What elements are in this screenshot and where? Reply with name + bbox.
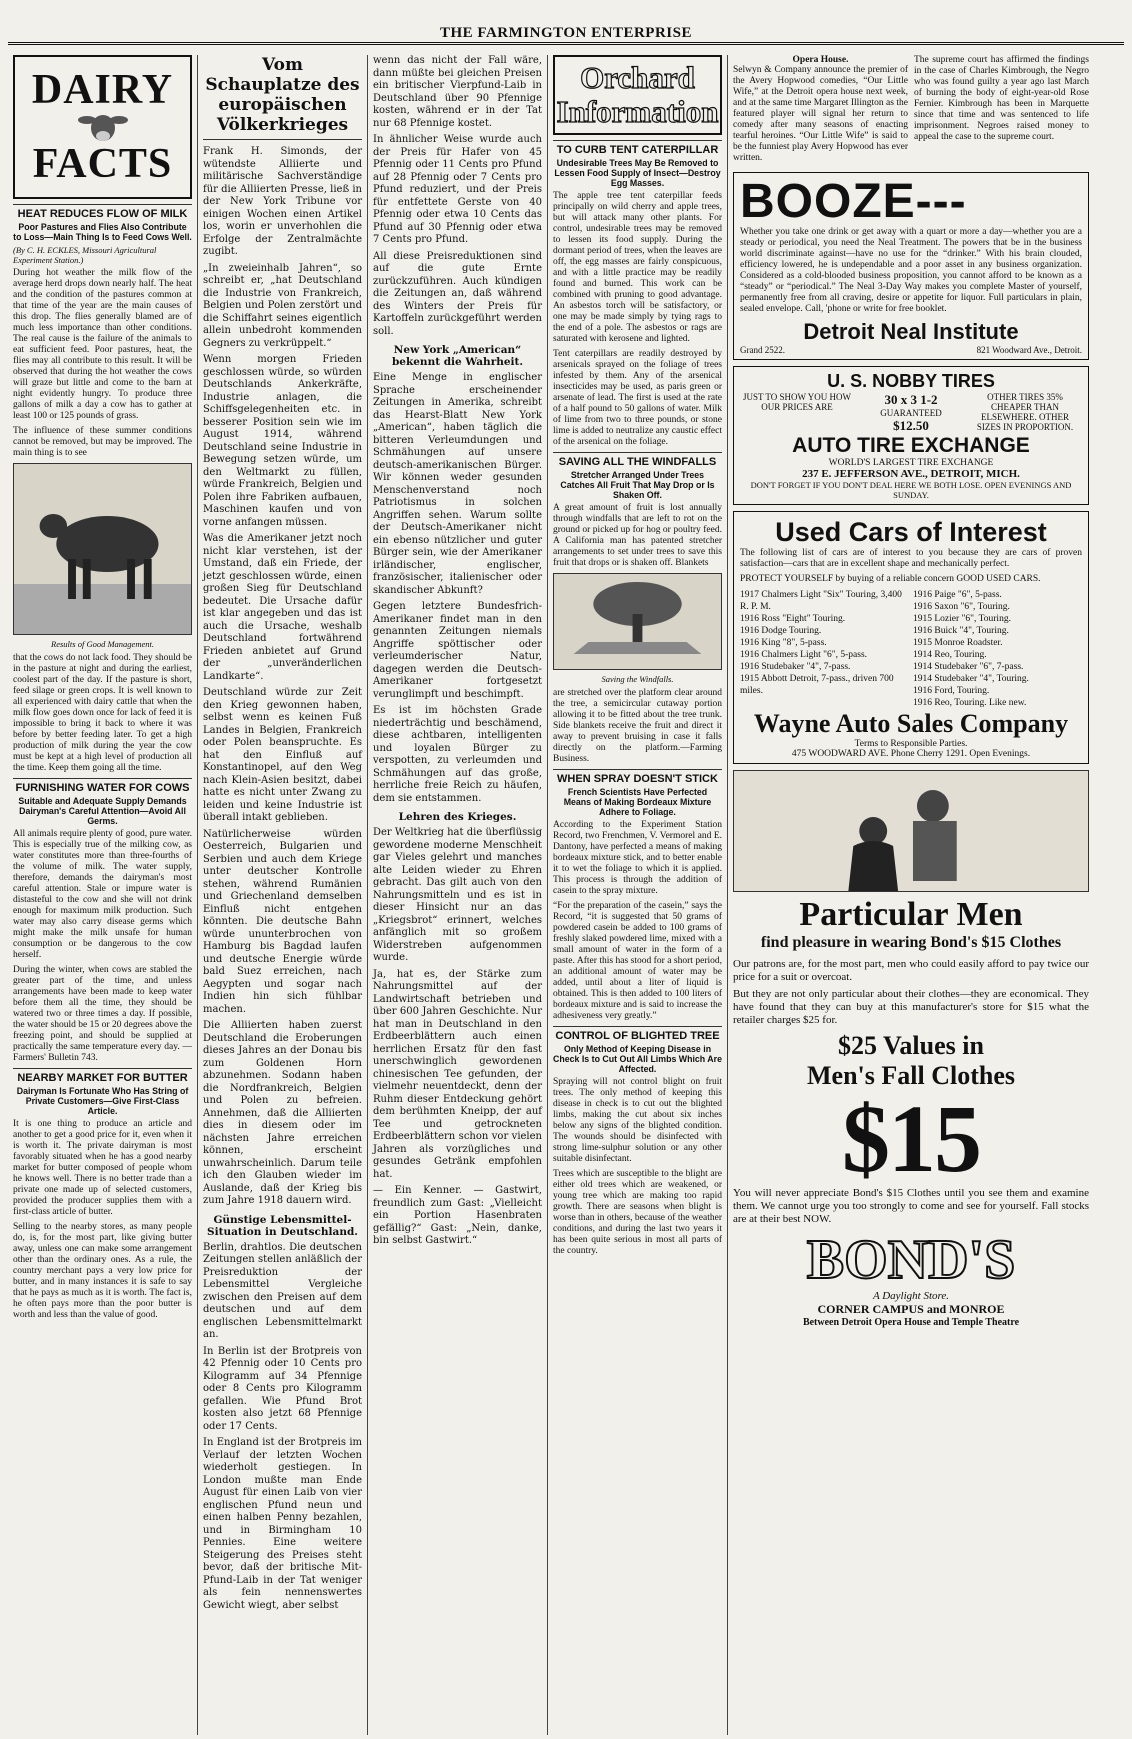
spray-headline: WHEN SPRAY DOESN'T STICK <box>553 769 722 785</box>
car-listing: 1914 Studebaker "4", Touring. <box>913 674 1029 684</box>
car-listing: 1915 Monroe Roadster. <box>913 638 1003 648</box>
cow-illustration <box>13 463 192 635</box>
heat-headline: HEAT REDUCES FLOW OF MILK <box>13 204 192 220</box>
car-listing: 1916 King "8", 5-pass. <box>740 638 827 648</box>
car-listing: 1916 Studebaker "4", 7-pass. <box>740 662 851 672</box>
column-orchard: Orchard Information TO CURB TENT CATERPILLAR Undesirable Trees May Be Removed to Lessen Food Supply of Insect—Destroy Egg Masses. The apple tree tent caterpillar feeds principally on wild cherry and apple trees, but will attack many other plants. For control, undesirable trees may be removed to lessen its food supply. During the dormant period of trees, when the leaves are off, the egg masses are fairly conspicuous, and with a little practice may be readily found and burned. This work can be combined with pruning to good advantage. An asbestos torch will be satisfactory, or one may be made simply by tying rags to the end of a pole. The asbestos or rags are saturated with kerosene and lighted. Tent caterpillars are readily destroyed by arsenicals sprayed on the foliage of trees infested by them. Any of the arsenical insecticides may be used, as paris green or arsenate of lead. The first is used at the rate of a half pound to 50 gallons of water. Milk of lime from two to three pounds, or stone lime is added to neutralize any caustic effect of the arsenical on the foliage. SAVING ALL THE WINDFALLS Stretcher Arranged Under Trees Catches All Fruit That May Drop or Is Shaken Off. A great amount of fruit is lost annually through windfalls that are left to rot on the ground or picked up for hog or poultry feed. A California man has patented stretcher arrangements to set under trees to save this fruit that drops or is shaken off. Blankets Saving the Windfalls. are stretched over the platform clear around the tree, a semicircular cutaway portion allowing it to be fitted about the tree trunk. Side blankets receive the fruit and direct it away to prevent bruising in case it falls directly on the platform.—Farming Business. WHEN SPRAY DOESN'T STICK French Scientists Have Perfected Means of Making Bordeaux Mixture Adhere to Foliage. According to the Experiment Station Record, two Frenchmen, V. Vermorel and E. Dantony, have perfected a means of making bordeaux mixture stick, and to better enable it to wet the foliage to which it is applied. This process is through the addition of casein to the spray mixture. “For the preparation of the casein,” says the Record, “it is suggested that 50 grams of powdered casein be added to 100 grams of freshly slaked powdered lime, mixed with a small amount of water in the form of a paste. After this has stood for a short period, an additional amount of water may be added, until about a liter of liquid is obtained. This is then added to 100 liters of bordeaux mixture and is said to increase the adhesiveness very greatly.” CONTROL OF BLIGHTED TREE Only Method of Keeping Disease in Check Is to Cut Out All Limbs Which Are Affected. Spraying will not control blight on fruit trees. The only method of keeping this disease in check is to cut out the blighted limbs, making the cut about six inches below any signs of the blighted condition. The wounds should be disinfected with strong lime-sulphur solution or any other suitable disinfectant. Trees which are susceptible to the blight are either old trees which are weakened, or young tree which are making too rapid growth. There are seasons when blight is worse than in others, because of the weather conditions, and during the last two years it has been quite serious in most all parts of the country. <box>548 55 728 1735</box>
column-german-war: Vom Schauplatze des europäischen Völkerkrieges Frank H. Simonds, der wütendste Alliierte und militärische Sachverständige für die Alliierten Presse, ließ in der New York Tribune vor einigen Wochen einen Artikel los, worin er unverhohlen die Erfolge der Zentralmächte zugibt. „In zweieinhalb Jahren“, so schreibt er, „hat Deutschland die Industrie von Frankreich, Belgien und Polen zerstört und die Schiffahrt seines eigentlich allein unbedroht kommenden Gegners zu verkrüppelt.“ Wenn morgen Frieden geschlossen würde, so würden Deutschlands Ankerkräfte, Industrie anlagen, die Schiffsgelegenheiten etc. in besserer Position sein wie im August 1914, während Deutschland seine Industrie in Bewegung setzen würde, um den Weltmarkt zu füllen, würde Frankreich, Belgien und Polen ihre Fabriken aufbauen, Maschinen kaufen und von vorne anfangen müssen. Was die Amerikaner jetzt noch nicht klar verstehen, ist der Umstand, daß ein Friede, der jetzt geschlossen würde, einen großen Sieg für Deutschland bedeutet. Die Ursache dafür ist klar angegeben und das ist auch die Ursache, weshalb Deutschland fortwährend Frieden anbietet auf Grund der „unveränderlichen Landkarte“. Deutschland würde zur Zeit den Krieg gewonnen haben, selbst wenn es keinen Fuß Landes in Belgien, Frankreich oder Polen beanspruchte. Es hat den Einfluß auf Konstantinopel, auf den Weg nach Klein-Asien besitzt, dabei hatte es nicht unter Zwang zu leiden und keine Industrie ist überall intakt geblieben. Natürlicherweise würden Oesterreich, Bulgarien und Serbien und auch dem Kriege unter deutscher Kontrolle stehen, während Rumänien und Griechenland demselben Einfluß nicht entgehen könnten. Die deutsche Bahn würde ununterbrochen von Hamburg bis Bagdad laufen und deutsche Energie würde bald Suez erreichen, nach Aegypten und sogar nach Indien hin sich fühlbar machen. Die Alliierten haben zuerst Deutschland die Eroberungen dieses Jahres an der Donau bis zum Goldenen Horn abzunehmen. Sodann haben die Nordfrankreich, Belgien und Polen zu befreien. Annehmen, daß die Alliierten dies in diesem oder im nächsten Jahre erreichen können, erscheint unwahrscheinlich. Darum teile ich den Glauben wieder im Auslande, daß der Krieg bis zum Jahre 1918 dauern wird. Günstige Lebensmittel-Situation in Deutschland. Berlin, drahtlos. Die deutschen Zeitungen stellen anläßlich der Preisreduktion der Lebensmittel Vergleiche zwischen den Preisen auf dem deutschen und auf dem englischen Lebensmittelmarkt an. In Berlin ist der Brotpreis von 42 Pfennig oder 10 Cents pro Kilogramm auf 34 Pfennige oder 8 Cents pro Kilogramm gefallen. Wie Pfund Brot kosten also jetzt 68 Pfennige oder 17 Cents. In England ist der Brotpreis im Verlauf der letzten Wochen wiederholt gestiegen. In London mußte man Ende August für einen Laib von vier englischen Pfund neun und einen halben Penny bezahlen, und in Birmingham 10 Pennies. Eine weitere Steigerung des Preises steht bevor, daß der britische Mit-Pfund-Laib in der Tat weniger als fein nennenswertes Gewicht wiegt, aber selbst <box>198 55 368 1735</box>
car-listing: 1915 Lozier "6", Touring. <box>913 614 1011 624</box>
car-listing: 1916 Reo, Touring. Like new. <box>913 698 1027 708</box>
bonds-clothes-ad: Particular Men find pleasure in wearing Bond's $15 Clothes Our patrons are, for the most part, men who could easily afford to pay twice our price for a suit or overcoat. But they are not only particular about their clothes—they are economical. They have found that they can buy at this manufacturer's store for $15 what the retailer charges $25 for. $25 Values in Men's Fall Clothes $15 You will never appreciate Bond's $15 Clothes until you see them and examine them. We cannot urge you too strongly to come and see for yourself. Fall stocks are at their best NOW. BOND'S A Daylight Store. CORNER CAMPUS and MONROE Between Detroit Opera House and Temple Theatre <box>733 770 1089 1328</box>
car-listing: 1914 Studebaker "6", 7-pass. <box>913 662 1024 672</box>
column-ads <box>728 55 1094 1735</box>
windfall-illustration <box>553 573 722 670</box>
tent-headline: TO CURB TENT CATERPILLAR <box>553 140 722 156</box>
booze-ad: BOOZE--- Whether you take one drink or get away with a quart or more a day—whether you are a steady or periodical, you need the Neal Treatment. The powers that be in the business world discriminate against—have no use for the “drinker.” With his brain clouded, efficiency lowered, he is undependable and a poor asset in any business organization. Considered as a cold-blooded business proposition, you cannot afford to be known as a “steady” or “periodical.” The Neal 3-Day Way makes you complete Master of yourself, permanently free from all craving, desire or appetite for liquor. Full particulars in plain, sealed envelope. Call, 'phone or write for free booklet. Detroit Neal Institute Grand 2522. 821 Woodward Ave., Detroit. <box>733 172 1089 360</box>
car-listing: 1916 Dodge Touring. <box>740 626 822 636</box>
blight-headline: CONTROL OF BLIGHTED TREE <box>553 1026 722 1042</box>
car-listing: 1916 Paige "6", 5-pass. <box>913 590 1002 600</box>
windfalls-headline: SAVING ALL THE WINDFALLS <box>553 452 722 468</box>
cow-head-icon <box>76 112 130 142</box>
orchard-information-logo: Orchard Information <box>553 55 722 135</box>
car-listing: 1916 Buick "4", Touring. <box>913 626 1009 636</box>
used-cars-ad: Used Cars of Interest The following list of cars are of interest to you because they are cars of proven satisfaction—cars that are in excellent shape and mechanically perfect. PROTECT YOURSELF by buying of a reliable concern GOOD USED CARS. 1917 Chalmers Light "Six" Touring, 3,400 R. P. M. 1916 Ross "Eight" Touring. 1916 Dodge Touring. 1916 King "8", 5-pass. 1916 Chalmers Light "6", 5-pass. 1916 Studebaker "4", 7-pass. 1915 Abbott Detroit, 7-pass., driven 700 miles. 1916 Paige "6", 5-pass. 1916 Saxon "6", Touring. 1915 Lozier "6", Touring. 1916 Buick "4", Touring. 1915 Monroe Roadster. 1914 Reo, Touring. 1914 Studebaker "6", 7-pass. 1914 Studebaker "4", Touring. 1916 Ford, Touring. 1916 Reo, Touring. Like new. Wayne Auto Sales Company Terms to Responsible Parties. 475 WOODWARD AVE. Phone Cherry 1291. Open Evenings. <box>733 511 1089 764</box>
column-german-continued: wenn das nicht der Fall wäre, dann müßte bei gleichen Preisen ein britischer Vierpfund-Laib in Deutschland über 90 Pfennige kosten, während er in der Tat nur 68 Pfennige kostet. In ähnlicher Weise wurde auch der Preis für Hafer von 45 Pfennig oder 11 Cents pro Pfund auf 28 Pfennig oder 7 Cents pro Pfund reduziert, und der Preis für entfettete Gerste von 40 Pfennig oder etwa 10 Cents das Pfund auf 30 Pfennig oder etwa 7 Cents pro Pfund. All diese Preisreduktionen sind auf die gute Ernte zurückzuführen. Auch kündigen die Zeitungen an, daß während des Winters der Preis für Kartoffeln zurückgeführt werden soll. New York „American“ bekennt die Wahrheit. Eine Menge in englischer Sprache erscheinender Zeitungen in Amerika, schreibt das Hearst-Blatt New York „American“, haben täglich die bitteren Verleumdungen und Schmähungen auf unsere deutsch-amerikanischen Bürger. Wir können weder gesunden Menschenverstand noch Patriotismus in solchen Angriffen sehen. Warum sollte der Deutsch-Amerikaner nicht ein ebenso nützlicher und guter Bürger sein, wie der Amerikaner irländischer, englischer, französischer, italienischer oder skandischer Abkunft? Gegen letztere Bundesfrich-Amerikaner findet man in den genannten Zeitungen niemals Angriffe spöttischer oder verleumderischer Natur, dagegen werden die Deutsch-Amerikaner fortgesetzt verunglimpft und beschimpft. Es ist im höchsten Grade niederträchtig und beschämend, diese achtbaren, intelligenten und loyalen Bürger zu verspotten, zu verleumden und Schmähungen auf das große, herrliche freie Reich zu häufen, dem sie entstammen. Lehren des Krieges. Der Weltkrieg hat die überflüssig gewordene moderne Menschheit gar Vieles gelehrt und manches alte Leiden wieder zu Ehren gebracht. Das gilt auch von den Nahrungsmitteln und es ist in dieser Hinsicht nur an das „Kriegsbrot“ erinnert, welches anfänglich mit so großem Widerstreben aufgenommen wurde. Ja, hat es, der Stärke zum Nahrungsmittel auf der Landwirtschaft betrieben und über 600 Jahren Geschichte. Nur hat man in Deutschland in den Erdbeerblättern auch einen herrlichen Ersatz für den fast unerschwinglich gewordenen chinesischen Tee gefunden, der vielmehr neuentdeckt, denn der Ruhm dieser Entdeckung gehört dem berühmten Kneipp, der auf Tee und getrockneten Erdbeerblättern schon vor vielen Jahren als vorzügliches und gesundes Getränk empfohlen hat. — Ein Kenner. — Gastwirt, freundlich zum Gast: „Vielleicht ein Portion Hasenbraten gefällig?“ Gast: „Nein, danke, bin selbst Gastwirt.“ <box>368 55 548 1735</box>
masthead: THE FARMINGTON ENTERPRISE <box>8 6 1124 45</box>
market-headline: NEARBY MARKET FOR BUTTER <box>13 1068 192 1084</box>
car-listing: 1916 Chalmers Light "6", 5-pass. <box>740 650 868 660</box>
german-war-headline: Vom Schauplatze des europäischen Völkerkrieges <box>203 55 362 140</box>
dairy-facts-logo: DAIRY FACTS <box>13 55 192 199</box>
car-listing: 1917 Chalmers Light "Six" Touring, 3,400 R. P. M. <box>740 590 902 612</box>
tires-ad: U. S. NOBBY TIRES JUST TO SHOW YOU HOW OUR PRICES ARE 30 x 3 1-2 GUARANTEED $12.50 OTHER TIRES 35% CHEAPER THAN ELSEWHERE. OTHER SIZES IN PROPORTION. AUTO TIRE EXCHANGE WORLD'S LARGEST TIRE EXCHANGE 237 E. JEFFERSON AVE., DETROIT, MICH. DON'T FORGET IF YOU DON'T DEAL HERE WE BOTH LOSE. OPEN EVENINGS AND SUNDAY. <box>733 366 1089 505</box>
car-listing: 1914 Reo, Touring. <box>913 650 987 660</box>
car-listing: 1915 Abbott Detroit, 7-pass., driven 700 miles. <box>740 674 894 696</box>
car-listing: 1916 Ford, Touring. <box>913 686 990 696</box>
news-briefs: Opera House. Selwyn & Company announce the premier of the Avery Hopwood comedies, “Our Little Wife,” at the Detroit opera house next week, and at the same time Margaret Illington as the featured player will signal her return to comedy after many seasons of enacting tearful heroines. “Our Little Wife” is said to be the funniest play Avery Hopwood has ever written. The supreme court has affirmed the findings in the case of Charles Kimbrough, the Negro who was found guilty a year ago last March of burning the body of eight-year-old Rose Fernier. Kimbrough has been in Marquette since that time and was sentenced to life imprisonment. Negroes raised money to appeal the case to the supreme court. <box>733 55 1089 163</box>
column-dairy-facts: DAIRY FACTS HEAT REDUCES FLOW OF MILK Poor Pastures and Flies Also Contribute to Loss—Main Thing Is to Feed Cows Well. (By C. H. ECKLES, Missouri Agricultural Experiment Station.) During hot weather the milk flow of the average herd drops down nearly half. The heat and the condition of the pastures common at that time of the year are the main causes of this drop. The flies generally blamed are of much less importance than other conditions. The real cause is the failure of the animals to eat sufficient feed. Poor pastures, heat, the flies may all contribute to this result. It will be observed that during the hot weather the cows will graze but little and come to the barn at night evidently hungry. To produce three gallons of milk a day a cow has to gather at least 100 or 125 pounds of grass. The influence of these summer conditions cannot be removed, but may be improved. The main thing is to see Results of Good Management. that the cows do not lack food. They should be in the pasture at night and during the earliest, coolest part of the day. If the pasture is short, feed silage or green crops. It is well known to all experienced with dairy cattle that when the milk flow goes down once for lack of feed it is impossible to bring it back to where it was before by better feeding later. To get a high production of milk during the year the cow must be kept at a high level of production all the time. Keep them going all the time. FURNISHING WATER FOR COWS Suitable and Adequate Supply Demands Dairyman's Careful Attention—Avoid All Germs. All animals require plenty of good, pure water. This is especially true of the milking cow, as water constitutes more than three-fourths of the volume of milk. The water supply, therefore, demands the dairyman's most careful attention. Stale or impure water is distasteful to the cow and she will not drink enough for maximum milk production. Such water may also carry disease germs which might make the milk unsafe for human consumption or be dangerous to the cow herself. During the winter, when cows are stabled the greater part of the time, and unless arrangements have been made to keep water before them all the time, they should be watered two or three times a day. If possible, the water should be 15 or 20 degrees above the freezing point, and should be supplied at practically the same temperature every day. —Farmers' Bulletin 743. NEARBY MARKET FOR BUTTER Dairyman Is Fortunate Who Has String of Private Customers—Give First-Class Article. It is one thing to produce an article and another to get a good price for it, even when it is worth it. The private dairyman is most favorably situated when he has a good nearby market for butter composed of people whom he knows well. There is no better trade than a private one made up of selected customers, provided the producer supplies them with a first-class article of butter. Selling to the nearby stores, as many people do, is, for the most part, like giving butter away, unless one can make some arrangement other than the ordinary ones. As a rule, the country merchant pays a very low price for butter, and in many instances it is safe to say that he pays as much as it is worth. The fact is, he often pays more than the poor butter is worth and less than the value of good. <box>8 55 198 1735</box>
car-listing: 1916 Ross "Eight" Touring. <box>740 614 846 624</box>
car-listing: 1916 Saxon "6", Touring. <box>913 602 1010 612</box>
water-headline: FURNISHING WATER FOR COWS <box>13 778 192 794</box>
couple-illustration <box>733 770 1089 892</box>
